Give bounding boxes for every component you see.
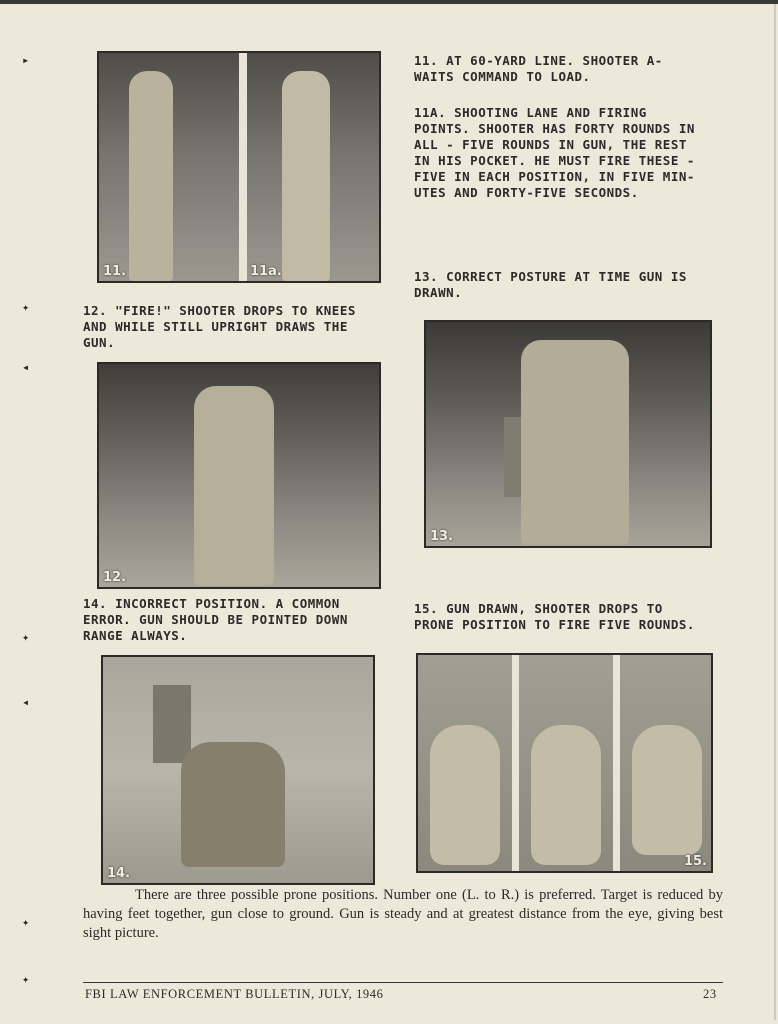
caption-13: 13. CORRECT POSTURE AT TIME GUN IS DRAWN. [414,269,687,300]
photo-number-13: 13. [430,529,454,544]
margin-mark: ◂ [22,695,30,709]
prone-shooter-1 [430,725,500,865]
photo-14 [101,655,375,885]
margin-mark: ✦ [22,915,30,929]
photo-13 [424,320,712,548]
caption-11a: 11A. SHOOTING LANE AND FIRING POINTS. SHOOTER HAS FORTY ROUNDS IN ALL - FIVE ROUNDS IN GUN, THE REST IN HIS POCKET. HE MUST FIRE THESE - FIVE IN EACH POSITION, IN FIVE MIN- UTES AND FORTY-FIVE SECONDS. [414,105,695,200]
standing-shooter-front [129,71,173,281]
footer-publication: FBI LAW ENFORCEMENT BULLETIN, JULY, 1946 [85,987,384,1001]
margin-mark: ✦ [22,972,30,986]
page-number: 23 [703,987,717,1001]
caption-14: 14. INCORRECT POSITION. A COMMON ERROR. GUN SHOULD BE POINTED DOWN RANGE ALWAYS. [83,596,348,643]
photo-15 [416,653,713,873]
photo-number-12: 12. [103,570,127,585]
margin-mark: ✦ [22,300,30,314]
crouching-shooter [181,742,285,867]
caption-12: 12. "FIRE!" SHOOTER DROPS TO KNEES AND WHILE STILL UPRIGHT DRAWS THE GUN. [83,303,356,350]
prone-shooter-2 [531,725,601,865]
margin-mark: ✦ [22,630,30,644]
prone-shooter-3 [632,725,702,855]
kneeling-shooter-back [521,340,629,545]
margin-mark: ◂ [22,360,30,374]
footer-rule [83,982,723,983]
photo-12 [97,362,381,589]
target-board [153,685,191,763]
margin-mark: ▸ [22,53,30,67]
photo-number-15: 15. [683,854,707,869]
photo-number-11a: 11a. [250,264,282,279]
photo-11-11a [97,51,381,283]
caption-15: 15. GUN DRAWN, SHOOTER DROPS TO PRONE POSITION TO FIRE FIVE ROUNDS. [414,601,695,632]
photo-number-14: 14. [107,866,131,881]
caption-11: 11. AT 60-YARD LINE. SHOOTER A- WAITS COMMAND TO LOAD. [414,53,663,84]
kneeling-shooter [194,386,274,586]
prone-positions-note: There are three possible prone positions. Number one (L. to R.) is preferred. Target is reduced by having feet together, gun close to ground. Gun is steady and at greatest distance from the eye, giving best sight picture. [83,887,723,941]
standing-shooter-back [282,71,330,281]
photo-number-11: 11. [103,264,127,279]
photo-divider [239,53,247,281]
